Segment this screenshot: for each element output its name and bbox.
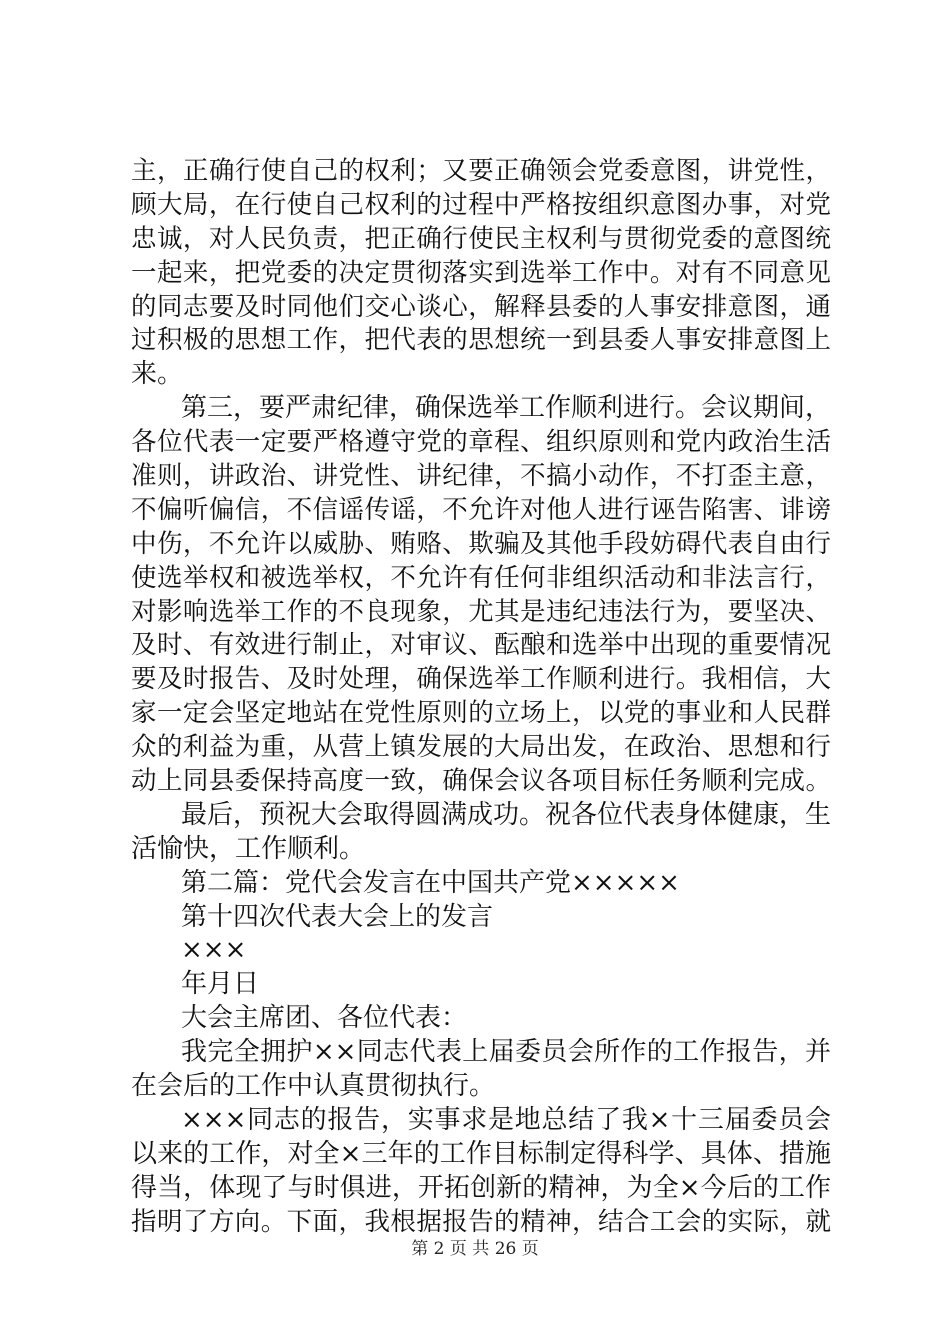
text-line: 一起来，把党委的决定贯彻落实到选举工作中。对有不同意见	[131, 257, 831, 288]
text-line: 中伤，不允许以威胁、贿赂、欺骗及其他手段妨碍代表自由行	[131, 528, 831, 559]
text-line: 各位代表一定要严格遵守党的章程、组织原则和党内政治生活	[131, 427, 831, 458]
page-footer: 第 2 页 共 26 页	[411, 1239, 539, 1259]
text-line: 第二篇：党代会发言在中国共产党×××××	[181, 867, 680, 898]
text-line: 指明了方向。下面，我根据报告的精神，结合工会的实际，就	[131, 1206, 831, 1237]
text-line: 来。	[131, 359, 184, 390]
text-line: 第三，要严肃纪律，确保选举工作顺利进行。会议期间，	[181, 393, 832, 424]
text-line: 要及时报告、及时处理，确保选举工作顺利进行。我相信，大	[131, 664, 831, 695]
document-body	[131, 155, 831, 1240]
text-line: 家一定会坚定地站在党性原则的立场上，以党的事业和人民群	[131, 698, 831, 729]
text-line: 的同志要及时同他们交心谈心，解释县委的人事安排意图，通	[131, 291, 831, 322]
text-line: 我完全拥护××同志代表上届委员会所作的工作报告，并	[181, 1037, 831, 1068]
text-line: 得当，体现了与时俱进，开拓创新的精神，为全×今后的工作	[131, 1172, 831, 1203]
text-line: 忠诚，对人民负责，把正确行使民主权利与贯彻党委的意图统	[131, 223, 831, 254]
text-line: 对影响选举工作的不良现象，尤其是违纪违法行为，要坚决、	[131, 596, 831, 627]
text-line: 活愉快，工作顺利。	[131, 833, 366, 864]
text-line: 顾大局，在行使自己权利的过程中严格按组织意图办事，对党	[131, 189, 831, 220]
text-line: 最后，预祝大会取得圆满成功。祝各位代表身体健康，生	[181, 799, 832, 830]
text-line: ×××同志的报告，实事求是地总结了我×十三届委员会	[181, 1104, 831, 1135]
text-line: 众的利益为重，从营上镇发展的大局出发，在政治、思想和行	[131, 732, 831, 763]
text-line: 使选举权和被选举权，不允许有任何非组织活动和非法言行，	[131, 562, 831, 593]
text-line: 第十四次代表大会上的发言	[181, 901, 494, 932]
text-line: 准则，讲政治、讲党性、讲纪律，不搞小动作，不打歪主意，	[131, 461, 831, 492]
text-line: 大会主席团、各位代表：	[181, 1003, 468, 1034]
text-line: ×××	[181, 935, 247, 966]
text-line: 在会后的工作中认真贯彻执行。	[131, 1071, 496, 1102]
text-line: 以来的工作，对全×三年的工作目标制定得科学、具体、措施	[131, 1138, 831, 1169]
text-line: 动上同县委保持高度一致，确保会议各项目标任务顺利完成。	[131, 766, 831, 797]
text-line: 过积极的思想工作，把代表的思想统一到县委人事安排意图上	[131, 325, 831, 356]
text-line: 主，正确行使自己的权利；又要正确领会党委意图，讲党性，	[131, 156, 831, 186]
text-line: 及时、有效进行制止，对审议、酝酿和选举中出现的重要情况	[131, 630, 831, 661]
text-line: 年月日	[181, 969, 260, 1000]
text-line: 不偏听偏信，不信谣传谣，不允许对他人进行诬告陷害、诽谤	[131, 494, 831, 525]
